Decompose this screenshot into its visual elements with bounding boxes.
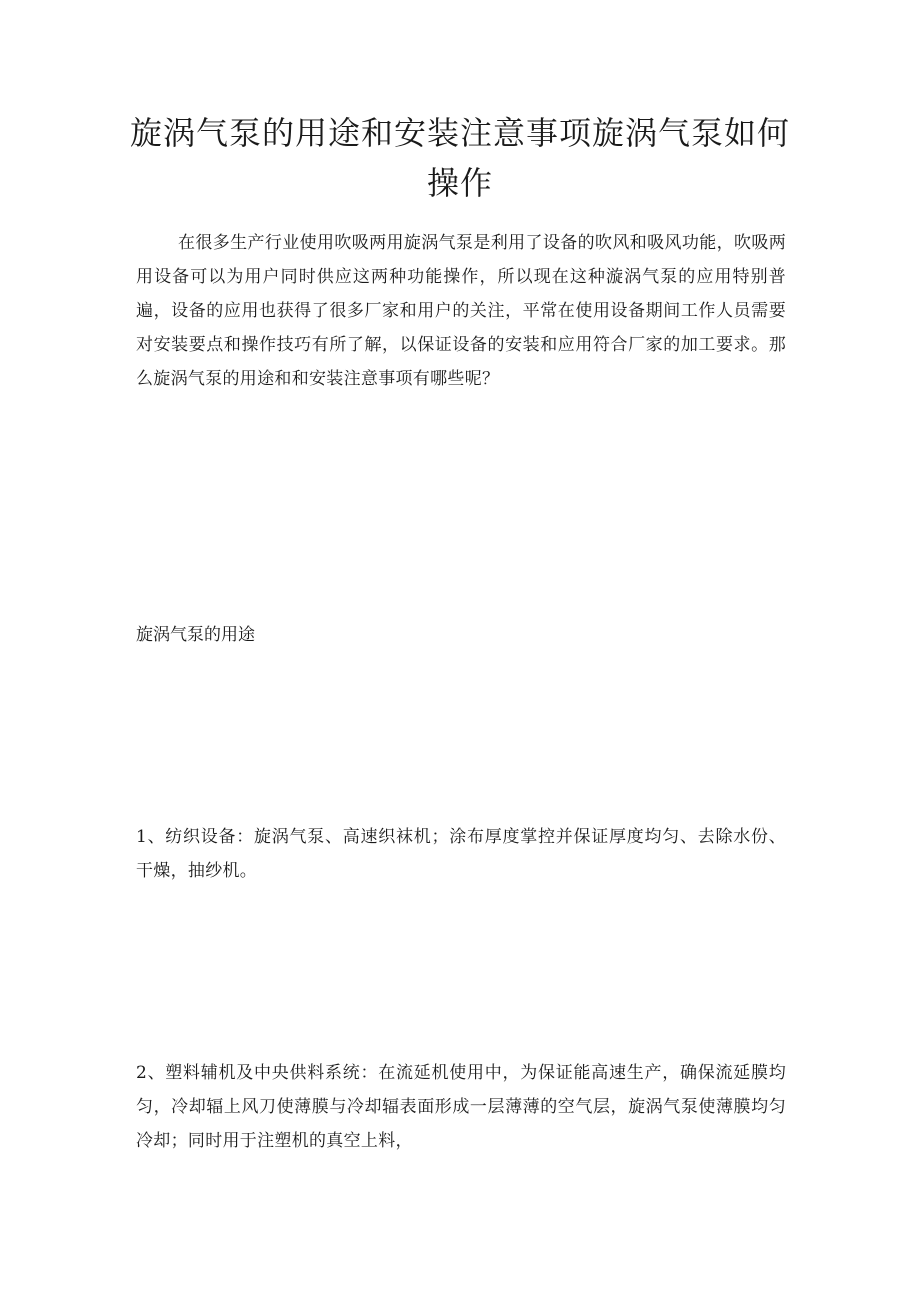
list-item-plastics: 2、塑料辅机及中央供料系统：在流延机使用中，为保证能高速生产，确保流延膜均匀，冷却辐上风刀使薄膜与冷却辐表面形成一层薄薄的空气层，旋涡气泵使薄膜均匀冷却；同时用于注塑机的真空上料，: [136, 1063, 786, 1151]
list-item-textile: 1、纺织设备：旋涡气泵、高速织袜机；涂布厚度掌控并保证厚度均匀、去除水份、干燥，抽纱机。: [136, 827, 786, 881]
section-heading: 旋涡气泵的用途: [136, 625, 255, 645]
document-title: 旋涡气泵的用途和安装注意事项旋涡气泵如何操作: [130, 114, 791, 202]
intro-paragraph: 在很多生产行业使用吹吸两用旋涡气泵是利用了设备的吹风和吸风功能，吹吸两用设备可以为用户同时供应这两种功能操作，所以现在这种漩涡气泵的应用特别普遍，设备的应用也获得了很多厂家和用户的关注，平常在使用设备期间工作人员需要对安装要点和操作技巧有所了解，以保证设备的安装和应用符合厂家的加工要求。那么旋涡气泵的用途和和安装注意事项有哪些呢？: [136, 233, 786, 389]
